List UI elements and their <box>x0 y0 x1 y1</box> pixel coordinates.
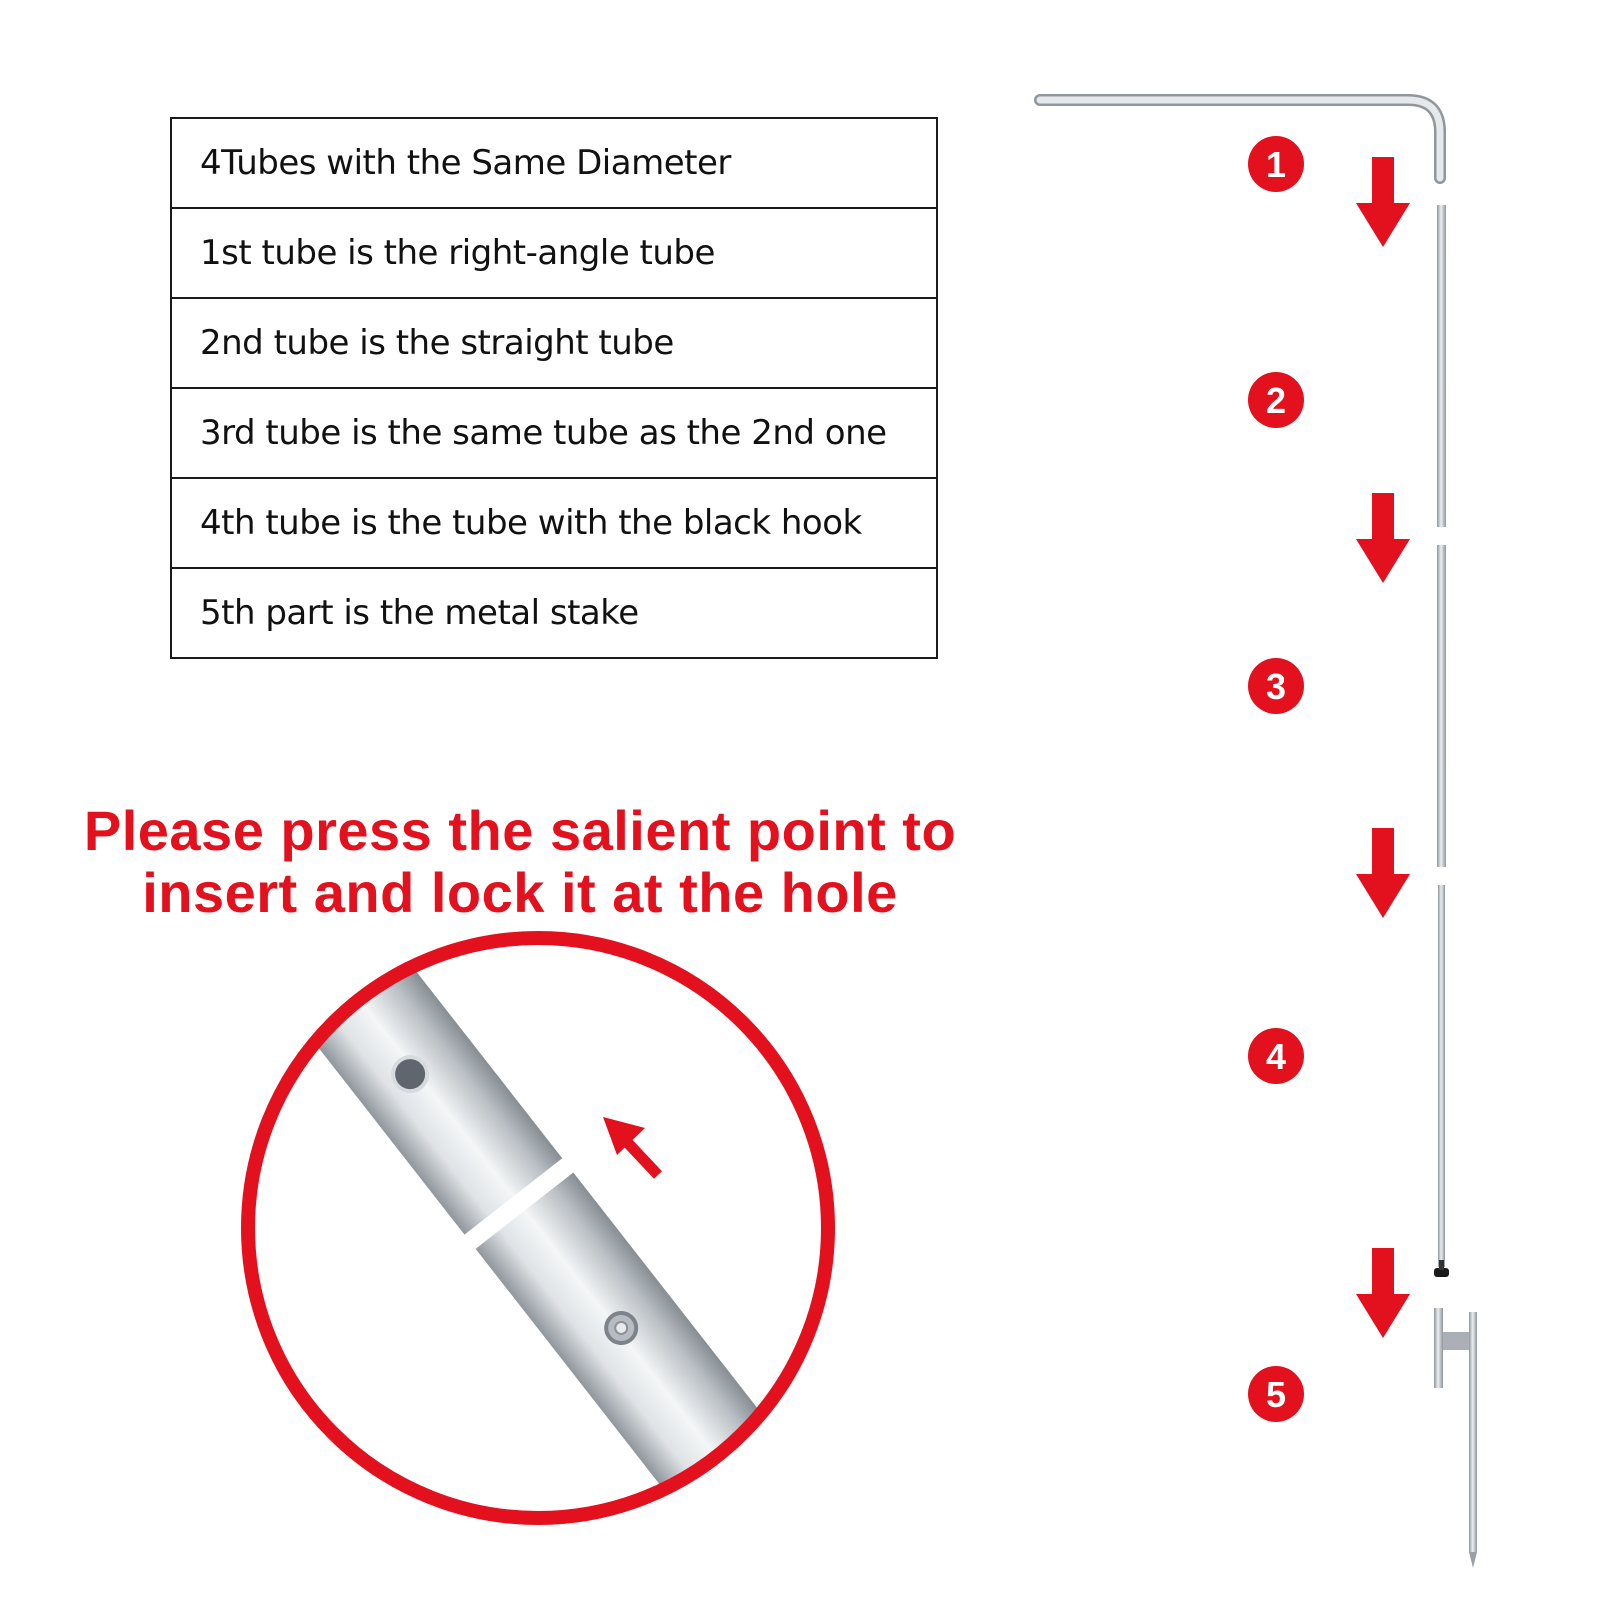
svg-text:1: 1 <box>1265 144 1287 185</box>
straight-tube-2 <box>1437 205 1446 527</box>
svg-text:4: 4 <box>1265 1036 1287 1077</box>
instruction-line-2: insert and lock it at the hole <box>142 861 898 924</box>
black-hook <box>1434 1260 1449 1277</box>
hook-tube <box>1438 885 1445 1267</box>
instruction-line-1: Please press the salient point to <box>83 799 957 862</box>
table-cell: 5th part is the metal stake <box>171 568 937 658</box>
table-cell: 2nd tube is the straight tube <box>171 298 937 388</box>
metal-stake <box>1434 1308 1477 1568</box>
table-cell: 4th tube is the tube with the black hook <box>171 478 937 568</box>
down-arrow-icon <box>1356 493 1410 583</box>
step-marker <box>1248 136 1304 192</box>
table-cell: 1st tube is the right-angle tube <box>171 208 937 298</box>
down-arrow-icon <box>1356 1248 1410 1338</box>
svg-text:2: 2 <box>1265 380 1287 421</box>
svg-text:5: 5 <box>1265 1374 1287 1415</box>
down-arrow-icon <box>1356 157 1410 247</box>
step-marker <box>1248 1028 1304 1084</box>
step-marker <box>1248 658 1304 714</box>
step-marker <box>1248 1366 1304 1422</box>
step-marker <box>1248 372 1304 428</box>
table-cell: 3rd tube is the same tube as the 2nd one <box>171 388 937 478</box>
down-arrow-icon <box>1356 828 1410 918</box>
table-cell: 4Tubes with the Same Diameter <box>171 118 937 208</box>
straight-tube-3 <box>1437 545 1446 867</box>
svg-text:3: 3 <box>1265 666 1287 707</box>
